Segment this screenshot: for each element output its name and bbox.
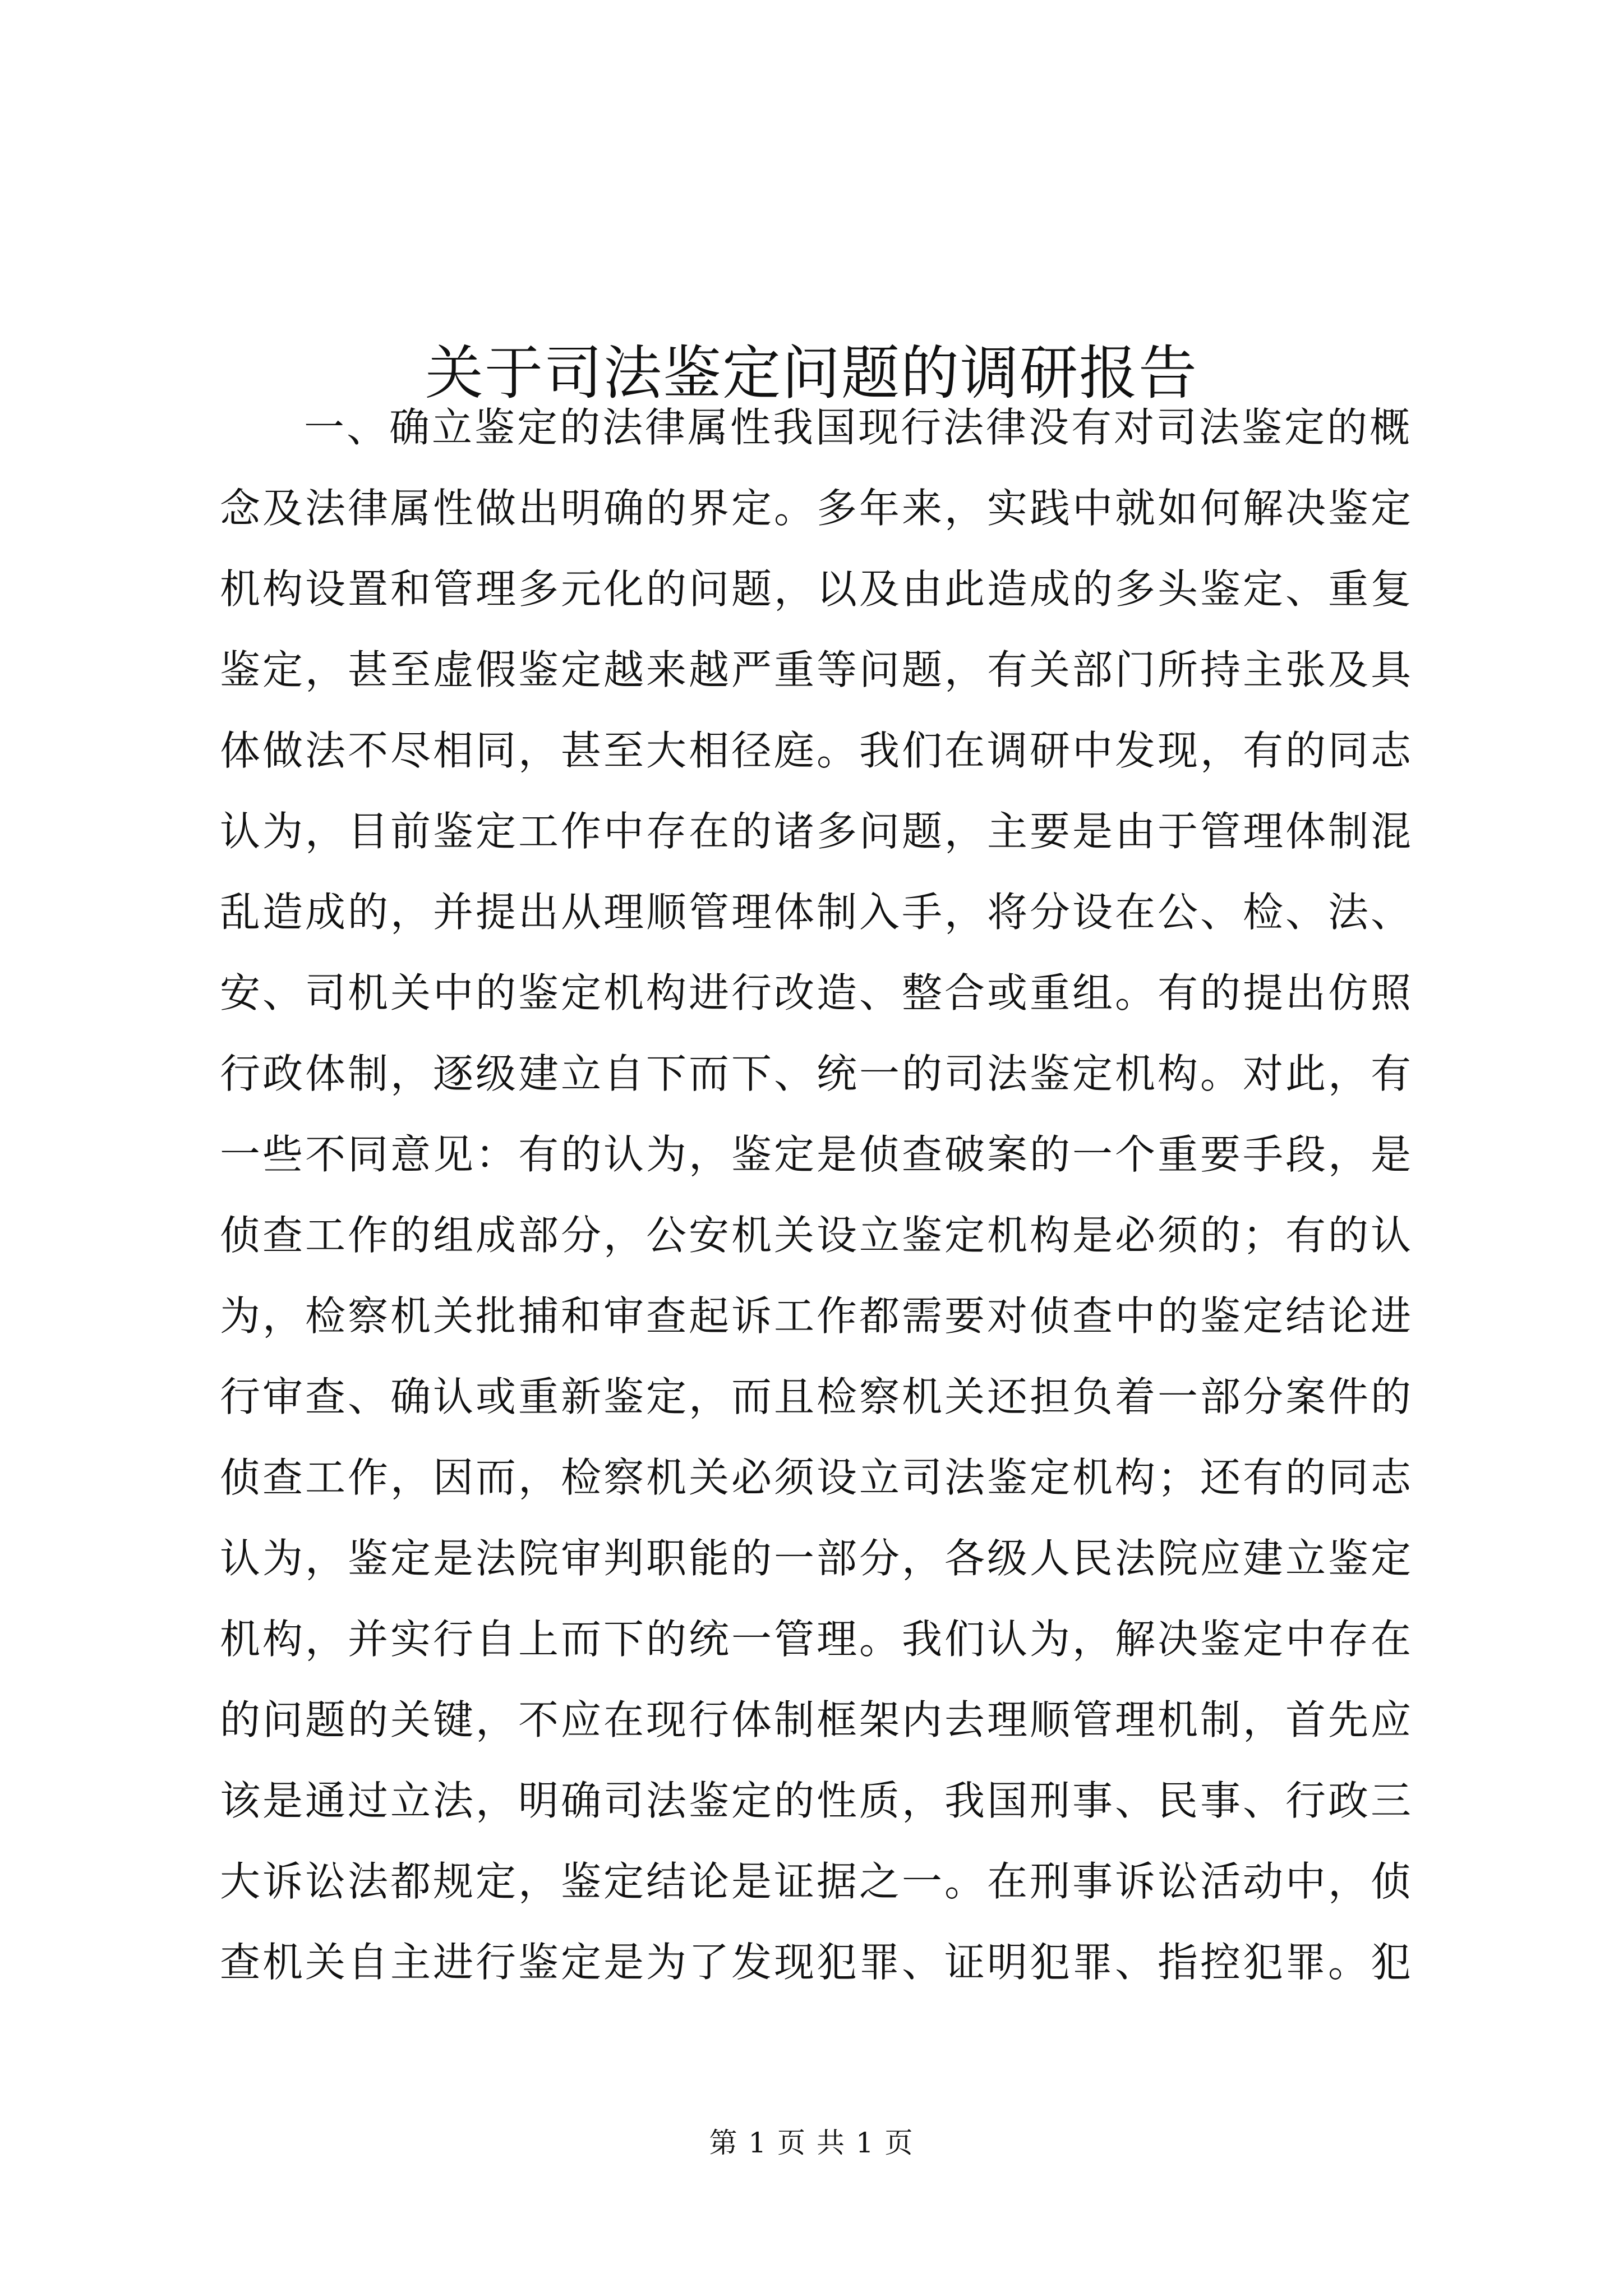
body-line: 鉴定，甚至虚假鉴定越来越严重等问题，有关部门所持主张及具 — [220, 646, 1414, 693]
body-line: 体做法不尽相同，甚至大相径庭。我们在调研中发现，有的同志 — [220, 727, 1414, 774]
body-line: 大诉讼法都规定，鉴定结论是证据之一。在刑事诉讼活动中，侦 — [220, 1858, 1414, 1905]
body-line: 为，检察机关批捕和审查起诉工作都需要对侦查中的鉴定结论进 — [220, 1292, 1414, 1340]
body-line: 行审查、确认或重新鉴定，而且检察机关还担负着一部分案件的 — [220, 1373, 1414, 1420]
document-body — [220, 387, 1431, 2003]
body-line: 认为，目前鉴定工作中存在的诸多问题，主要是由于管理体制混 — [220, 808, 1414, 855]
body-line: 侦查工作的组成部分，公安机关设立鉴定机构是必须的；有的认 — [220, 1212, 1414, 1259]
body-line: 的问题的关键，不应在现行体制框架内去理顺管理机制，首先应 — [220, 1696, 1414, 1743]
body-line: 念及法律属性做出明确的界定。多年来，实践中就如何解决鉴定 — [220, 485, 1414, 532]
body-line: 安、司机关中的鉴定机构进行改造、整合或重组。有的提出仿照 — [220, 969, 1414, 1016]
body-line: 一、确立鉴定的法律属性我国现行法律没有对司法鉴定的概 — [304, 404, 1413, 451]
page-footer: 第 1 页 共 1 页 — [709, 2127, 914, 2159]
body-line: 机构设置和管理多元化的问题，以及由此造成的多头鉴定、重复 — [220, 565, 1414, 613]
body-line: 侦查工作，因而，检察机关必须设立司法鉴定机构；还有的同志 — [220, 1454, 1414, 1501]
document-title: 关于司法鉴定问题的调研报告 — [425, 338, 1198, 407]
body-line: 查机关自主进行鉴定是为了发现犯罪、证明犯罪、指控犯罪。犯 — [220, 1939, 1414, 1986]
body-line: 行政体制，逐级建立自下而下、统一的司法鉴定机构。对此，有 — [220, 1050, 1414, 1097]
body-line: 一些不同意见：有的认为，鉴定是侦查破案的一个重要手段，是 — [220, 1131, 1414, 1178]
body-line: 该是通过立法，明确司法鉴定的性质，我国刑事、民事、行政三 — [220, 1777, 1414, 1824]
body-line: 机构，并实行自上而下的统一管理。我们认为，解决鉴定中存在 — [220, 1616, 1414, 1663]
body-line: 乱造成的，并提出从理顺管理体制入手，将分设在公、检、法、 — [220, 889, 1414, 936]
body-line: 认为，鉴定是法院审判职能的一部分，各级人民法院应建立鉴定 — [220, 1535, 1414, 1582]
